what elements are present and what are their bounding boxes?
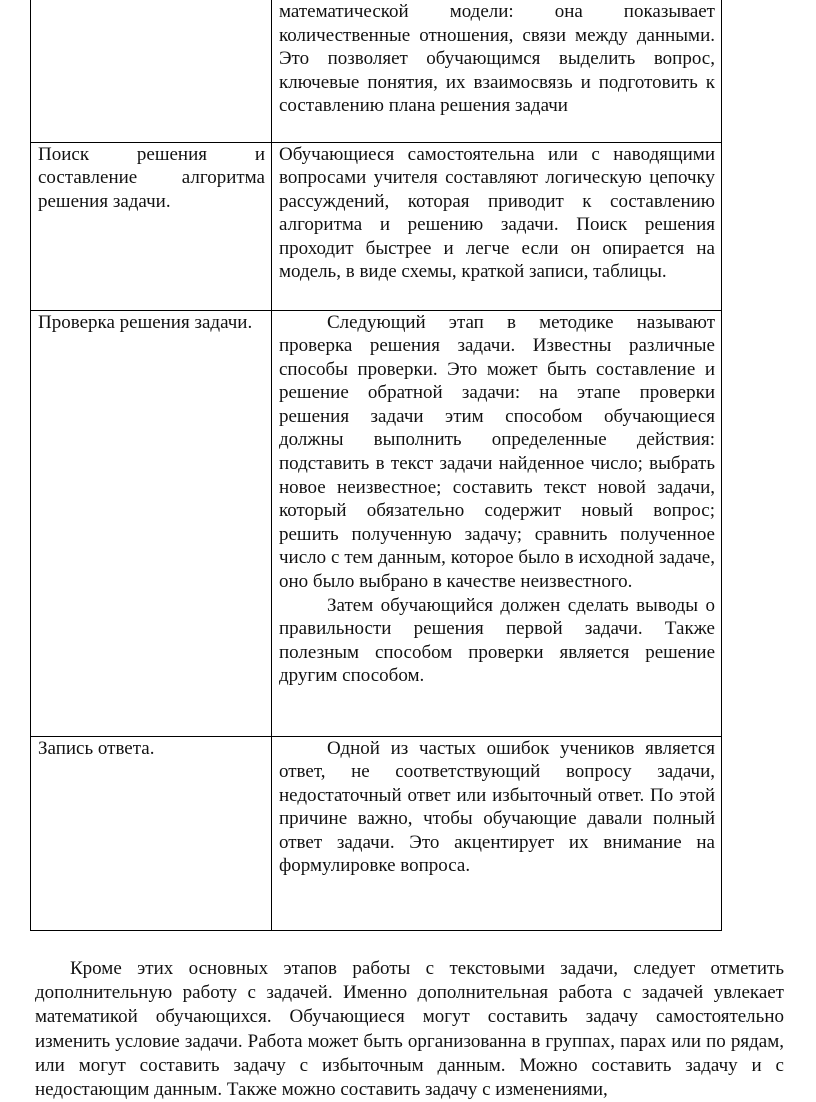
description-cell (272, 736, 722, 930)
stage-label: Запись ответа. (38, 737, 155, 759)
stage-cell (31, 0, 272, 142)
stage-cell (31, 736, 272, 930)
stage-label: Проверка решения задачи. (38, 311, 253, 333)
body-paragraph: Кроме этих основных этапов работы с текстовыми задачи, следует отметить дополнительную работу с задачей. Именно дополнительная работа с задачей увлекает математикой обучающихся. Обучающиеся могут составить задачу самостоятельно изменить условие задачи. Работа может быть организованна в группах, парах или по рядам, или могут составить задачу с избыточным данным. Можно составить задачу и с недостающим данным. Также можно составить задачу с изменениями, (35, 958, 784, 1101)
stages-table (30, 0, 722, 931)
description-text-continued: Затем обучающийся должен сделать выводы о правильности решения первой задачи. Также полезным способом проверки является решение другим способом. (279, 594, 715, 687)
description-cell (272, 0, 722, 142)
description-text: математической модели: она показывает количественные отношения, связи между данными. Это позволяет обучающимся выделить вопрос, ключевые понятия, их взаимосвязь и подготовить к составлению плана решения задачи (279, 1, 715, 117)
table-row (31, 736, 722, 930)
description-cell (272, 310, 722, 736)
description-text: Обучающиеся самостоятельна или с наводящими вопросами учителя составляют логическую цепочку рассуждений, которая приводит к составлению алгоритма и решению задачи. Поиск решения проходит быстрее и легче если он опирается на модель, в виде схемы, краткой записи, таблицы. (279, 143, 715, 283)
stage-label: Поиск решения и составление алгоритма решения задачи. (38, 143, 265, 212)
table-row (31, 310, 722, 736)
table-row (31, 142, 722, 310)
description-text: Следующий этап в методике называют проверка решения задачи. Известны различные способы проверки. Это может быть составление и решение обратной задачи: на этапе проверки решения задачи этим способом обучающиеся должны выполнить определенные действия: подставить в текст задачи найденное число; выбрать новое неизвестное; составить текст новой задачи, который обязательно содержит новый вопрос; решить полученную задачу; сравнить полученное число с тем данным, которое было в исходной задаче, оно было выбрано в качестве неизвестного. (279, 311, 715, 593)
description-cell (272, 142, 722, 310)
stage-cell (31, 142, 272, 310)
table-row (31, 0, 722, 142)
body-paragraph-block (35, 957, 784, 1102)
description-text: Одной из частых ошибок учеников является ответ, не соответствующий вопросу задачи, недостаточный ответ или избыточный ответ. По этой причине важно, чтобы обучающие давали полный ответ задачи. Это акцентирует их внимание на формулировке вопроса. (279, 737, 715, 877)
stage-cell (31, 310, 272, 736)
